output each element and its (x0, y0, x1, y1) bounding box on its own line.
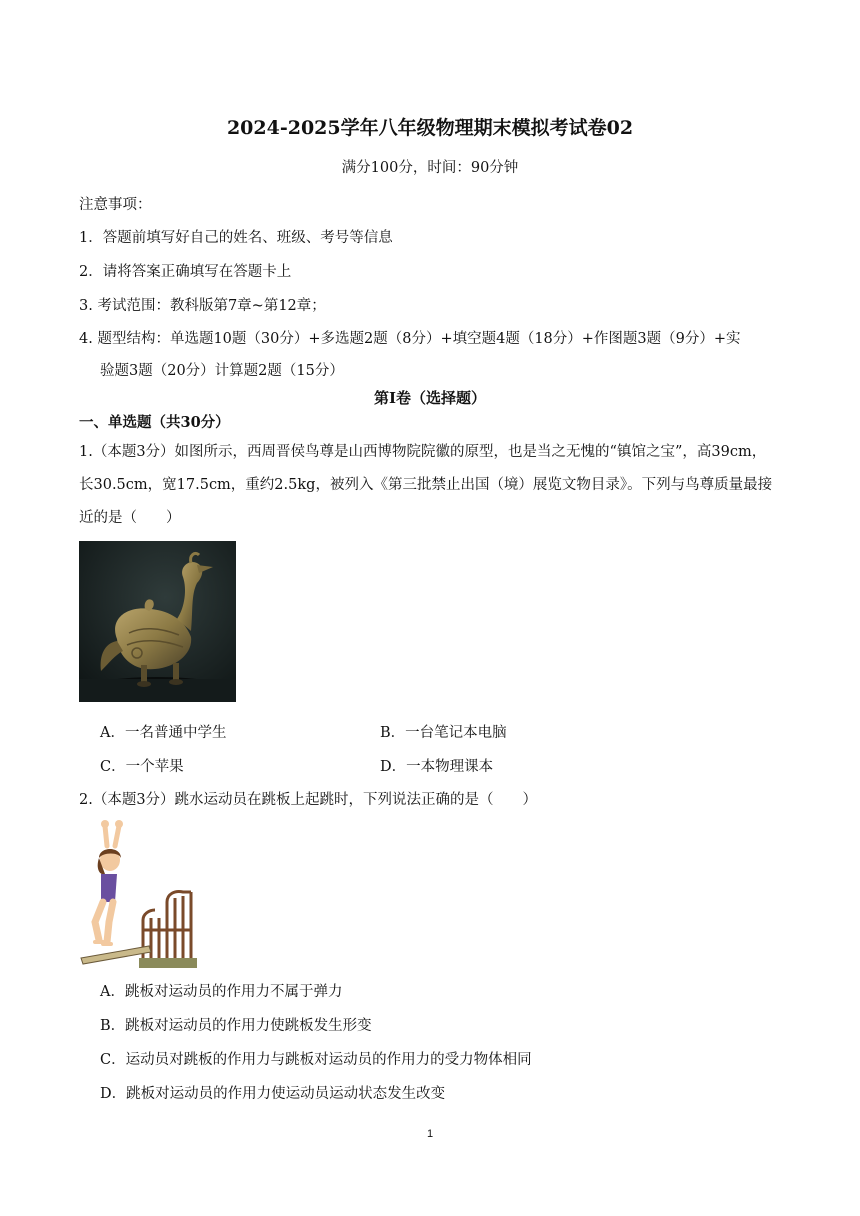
question-2-option-b: B．跳板对运动员的作用力使跳板发生形变 (100, 1018, 372, 1034)
question-1-line-1: 1.（本题3分）如图所示，西周晋侯鸟尊是山西博物院院徽的原型，也是当之无愧的“镇馆之宝”，高39cm， (79, 444, 767, 460)
part-heading: 一、单选题（共30分） (79, 414, 230, 431)
page-title: 2024-2025学年八年级物理期末模拟考试卷02 (226, 117, 634, 139)
notice-item-2: 2．请将答案正确填写在答题卡上 (79, 264, 292, 280)
notice-item-4: 4. 题型结构：单选题10题（30分）+多选题2题（8分）+填空题4题（18分）+作图题3题（9分）+实 (79, 331, 741, 347)
question-1-line-3: 近的是（ ） (79, 510, 181, 526)
notice-item-3: 3. 考试范围：教科版第7章~第12章； (79, 298, 326, 314)
question-1-option-d: D．一本物理课本 (380, 759, 494, 775)
bronze-bird-icon (79, 541, 236, 702)
question-2-option-c: C．运动员对跳板的作用力与跳板对运动员的作用力的受力物体相同 (100, 1052, 532, 1068)
notice-item-4-cont: 验题3题（20分）计算题2题（15分） (100, 363, 344, 379)
notice-item-1: 1．答题前填写好自己的姓名、班级、考号等信息 (79, 230, 393, 246)
question-2-stem: 2.（本题3分）跳水运动员在跳板上起跳时，下列说法正确的是（ ） (79, 792, 538, 808)
question-1-option-b: B．一台笔记本电脑 (380, 725, 507, 741)
question-1-option-c: C．一个苹果 (100, 759, 184, 775)
question-1-line-2: 长30.5cm，宽17.5cm，重约2.5kg，被列入《第三批禁止出国（境）展览文物目录》。下列与鸟尊质量最接 (79, 477, 773, 493)
diver-on-springboard-icon (79, 818, 197, 968)
question-2-option-d: D．跳板对运动员的作用力使运动员运动状态发生改变 (100, 1086, 446, 1102)
exam-info: 满分100分，时间：90分钟 (341, 160, 519, 176)
notice-label: 注意事项： (79, 197, 152, 213)
diver-illustration (79, 818, 197, 968)
question-2-option-a: A．跳板对运动员的作用力不属于弹力 (100, 984, 343, 1000)
section-title: 第Ⅰ卷（选择题） (373, 389, 487, 407)
question-1-option-a: A．一名普通中学生 (100, 725, 227, 741)
bird-zun-photo (79, 541, 236, 702)
page-number: 1 (426, 1128, 434, 1140)
